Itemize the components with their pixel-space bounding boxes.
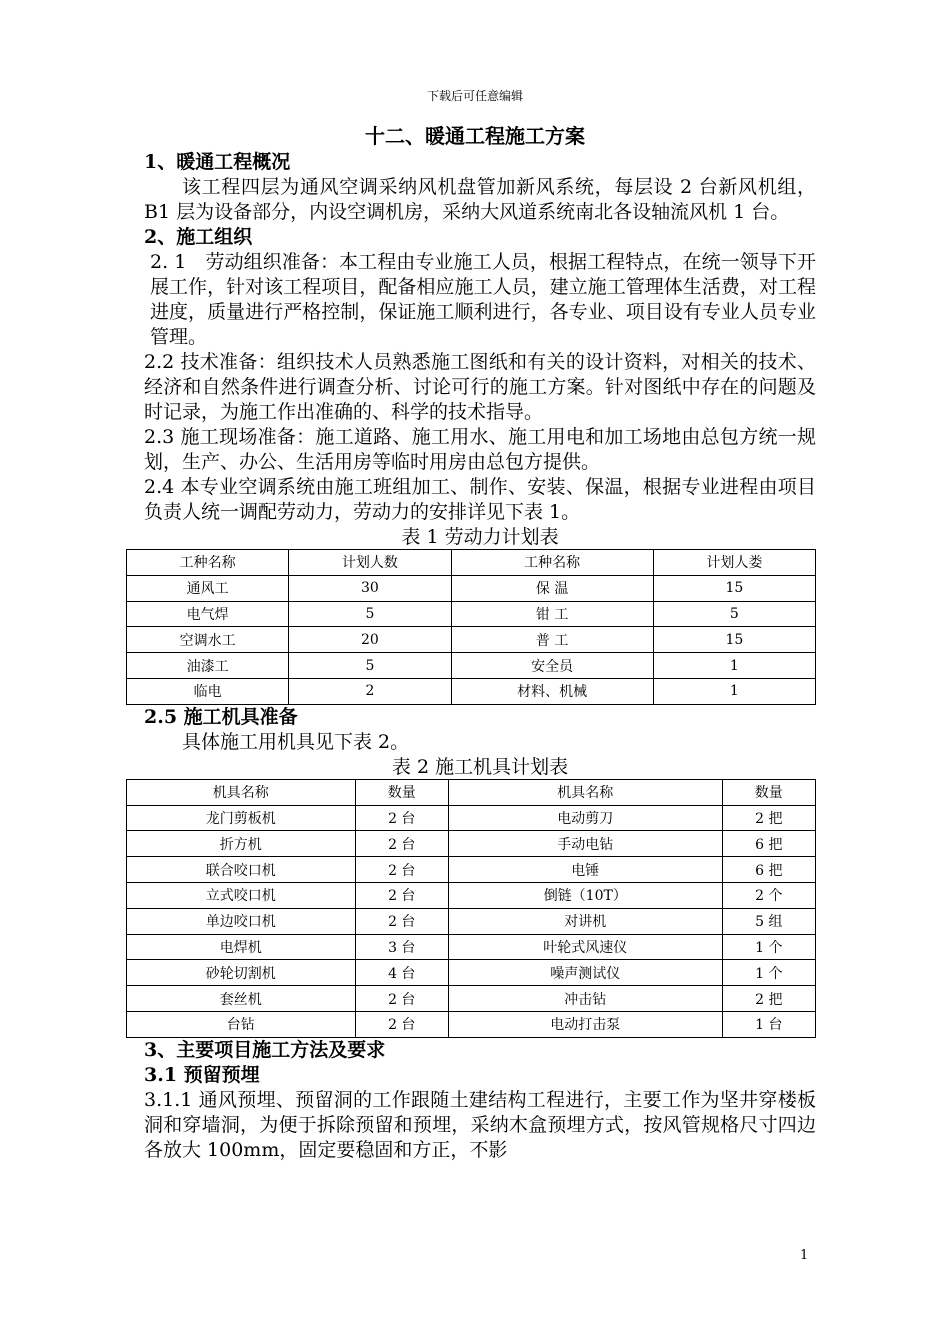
- table-cell: 15: [653, 575, 815, 601]
- table-cell: 电气焊: [127, 601, 289, 627]
- table-row: [127, 575, 816, 601]
- table-cell: 空调水工: [127, 627, 289, 653]
- table-cell: 5: [289, 653, 451, 679]
- page-header: 下载后可任意编辑: [426, 89, 523, 103]
- table-cell: 套丝机: [127, 986, 356, 1012]
- table-cell: 3 台: [355, 934, 448, 960]
- table-cell: 2 台: [355, 831, 448, 857]
- table-header-cell: 数量: [355, 779, 448, 805]
- table-cell: 2 台: [355, 908, 448, 934]
- table-cell: 电锤: [448, 857, 722, 883]
- section-heading-1: 1、暖通工程概况: [144, 151, 291, 173]
- section-heading-2: 2、施工组织: [144, 226, 253, 248]
- table-row: [127, 627, 816, 653]
- table-header-row: [127, 550, 816, 576]
- table-row: [127, 653, 816, 679]
- table-cell: 手动电钻: [448, 831, 722, 857]
- table-cell: 台钻: [127, 1011, 356, 1037]
- table-cell: 联合咬口机: [127, 857, 356, 883]
- table-cell: 4 台: [355, 960, 448, 986]
- table-cell: 2 台: [355, 805, 448, 831]
- table-cell: 钳 工: [451, 601, 653, 627]
- table-1-caption: 表 1 劳动力计划表: [401, 526, 559, 548]
- table-header-cell: 数量: [722, 779, 815, 805]
- table-cell: 2 把: [722, 805, 815, 831]
- table-cell: 临电: [127, 678, 289, 704]
- section-2-2-paragraph: 2.2 技术准备：组织技术人员熟悉施工图纸和有关的设计资料，对相关的技术、经济和自然条件进行调查分析、讨论可行的施工方案。针对图纸中存在的问题及时记录，为施工作出准确的、科学的技术指导。: [144, 351, 816, 423]
- table-row: [127, 1011, 816, 1037]
- section-heading-3: 3、主要项目施工方法及要求: [144, 1038, 386, 1061]
- equipment-plan-table: [126, 779, 816, 1038]
- table-cell: 龙门剪板机: [127, 805, 356, 831]
- table-cell: 通风工: [127, 575, 289, 601]
- table-cell: 20: [289, 627, 451, 653]
- table-cell: 2 个: [722, 882, 815, 908]
- table-cell: 2 台: [355, 857, 448, 883]
- document-title: 十二、暖通工程施工方案: [365, 124, 585, 148]
- table-cell: 对讲机: [448, 908, 722, 934]
- labor-plan-table: [126, 549, 816, 705]
- table-cell: 5: [653, 601, 815, 627]
- section-1-paragraph: 该工程四层为通风空调采纳风机盘管加新风系统，每层设 2 台新风机组，B1 层为设备部分，内设空调机房，采纳大风道系统南北各设轴流风机 1 台。: [144, 176, 816, 223]
- table-cell: 安全员: [451, 653, 653, 679]
- table-row: [127, 805, 816, 831]
- table-row: [127, 831, 816, 857]
- section-2-1-paragraph: 2. 1 劳动组织准备：本工程由专业施工人员，根据工程特点，在统一领导下开展工作，针对该工程项目，配备相应施工人员，建立施工管理体生活费，对工程进度，质量进行严格控制，保证施工顺利进行，各专业、项目设有专业人员专业管理。: [150, 251, 816, 348]
- table-cell: 折方机: [127, 831, 356, 857]
- table-cell: 2 台: [355, 882, 448, 908]
- table-cell: 15: [653, 627, 815, 653]
- table-cell: 2 把: [722, 986, 815, 1012]
- table-cell: 倒链（10T）: [448, 882, 722, 908]
- table-header-cell: 计划人数: [289, 550, 451, 576]
- section-heading-3-1: 3.1 预留预埋: [144, 1063, 260, 1086]
- table-cell: 电动打击泵: [448, 1011, 722, 1037]
- table-cell: 普 工: [451, 627, 653, 653]
- table-2-caption: 表 2 施工机具计划表: [391, 755, 569, 778]
- table-cell: 5 组: [722, 908, 815, 934]
- table-row: [127, 857, 816, 883]
- table-cell: 砂轮切割机: [127, 960, 356, 986]
- table-cell: 2 台: [355, 986, 448, 1012]
- table-cell: 1: [653, 678, 815, 704]
- table-row: [127, 934, 816, 960]
- table-cell: 2: [289, 678, 451, 704]
- section-heading-2-5: 2.5 施工机具准备: [144, 705, 298, 728]
- table-cell: 30: [289, 575, 451, 601]
- table-cell: 1 台: [722, 1011, 815, 1037]
- section-2-5-paragraph: 具体施工用机具见下表 2。: [182, 730, 410, 753]
- table-cell: 5: [289, 601, 451, 627]
- table-cell: 6 把: [722, 831, 815, 857]
- table-row: [127, 908, 816, 934]
- table-cell: 材料、机械: [451, 678, 653, 704]
- table-cell: 电焊机: [127, 934, 356, 960]
- table-header-cell: 计划人娄: [653, 550, 815, 576]
- table-cell: 叶轮式风速仪: [448, 934, 722, 960]
- page-number: 1: [800, 1248, 809, 1263]
- section-2-4-paragraph: 2.4 本专业空调系统由施工班组加工、制作、安装、保温，根据专业进程由项目负责人统一调配劳动力，劳动力的安排详见下表 1。: [144, 476, 816, 523]
- table-cell: 1 个: [722, 960, 815, 986]
- table-header-row: [127, 779, 816, 805]
- table-row: [127, 601, 816, 627]
- table-cell: 油漆工: [127, 653, 289, 679]
- table-cell: 1 个: [722, 934, 815, 960]
- table-row: [127, 986, 816, 1012]
- table-row: [127, 678, 816, 704]
- table-header-cell: 工种名称: [451, 550, 653, 576]
- table-cell: 2 台: [355, 1011, 448, 1037]
- table-cell: 6 把: [722, 857, 815, 883]
- table-cell: 单边咬口机: [127, 908, 356, 934]
- table-cell: 1: [653, 653, 815, 679]
- document-body: [144, 122, 816, 1163]
- table-cell: 保 温: [451, 575, 653, 601]
- section-3-1-1-paragraph: 3.1.1 通风预埋、预留洞的工作跟随土建结构工程进行，主要工作为坚井穿楼板洞和穿墙洞，为便于拆除预留和预埋，采纳木盒预埋方式，按风管规格尺寸四边各放大 100mm，固定要稳固和方正，不影: [144, 1088, 816, 1161]
- table-header-cell: 机具名称: [127, 779, 356, 805]
- table-cell: 冲击钻: [448, 986, 722, 1012]
- table-row: [127, 960, 816, 986]
- section-2-3-paragraph: 2.3 施工现场准备：施工道路、施工用水、施工用电和加工场地由总包方统一规划，生产、办公、生活用房等临时用房由总包方提供。: [144, 426, 816, 473]
- table-cell: 噪声测试仪: [448, 960, 722, 986]
- table-header-cell: 机具名称: [448, 779, 722, 805]
- table-header-cell: 工种名称: [127, 550, 289, 576]
- table-row: [127, 882, 816, 908]
- table-cell: 电动剪刀: [448, 805, 722, 831]
- table-cell: 立式咬口机: [127, 882, 356, 908]
